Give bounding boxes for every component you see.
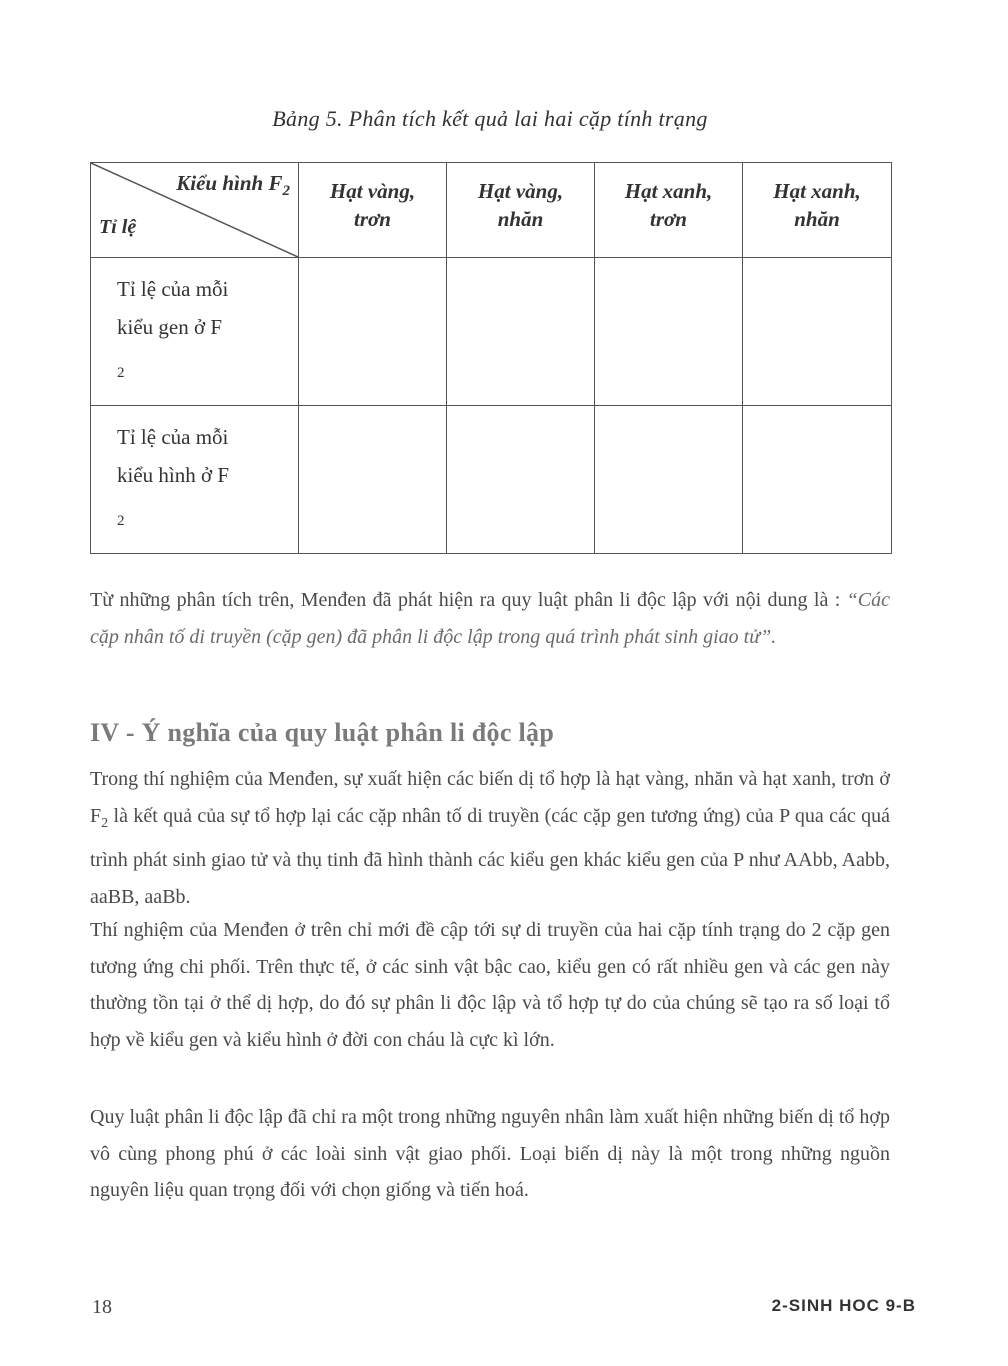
corner-ratio-label: Tỉ lệ (99, 216, 137, 238)
book-code: 2-SINH HOC 9-B (771, 1296, 916, 1315)
table-row (91, 258, 892, 406)
empty-cell (743, 406, 892, 554)
analysis-table (90, 162, 892, 554)
corner-cell (91, 163, 299, 258)
empty-cell (595, 406, 743, 554)
empty-cell (447, 258, 595, 406)
section-heading: IV - Ý nghĩa của quy luật phân li độc lập (90, 718, 555, 747)
corner-phenotype-label: Kiểu hình $F_2$ (176, 171, 290, 200)
row-label-genotype: Tỉ lệ của mỗi kiểu gen ở F $_2$ (91, 258, 299, 406)
paragraph-conclusion: Từ những phân tích trên, Menđen đã phát hiện ra quy luật phân li độc lập với nội dung là : “Các cặp nhân tố di truyền (cặp gen) đã phân li độc lập trong quá trình phát sinh giao tử”. (90, 589, 890, 648)
empty-cell (743, 258, 892, 406)
row-label-phenotype: Tỉ lệ của mỗi kiểu hình ở F $_2$ (91, 406, 299, 554)
paragraph-significance: Trong thí nghiệm của Menđen, sự xuất hiện các biến dị tổ hợp là hạt vàng, nhăn và hạt xanh, trơn ở $F_2$ là kết quả của sự tổ hợp lại các cặp nhân tố di truyền (các cặp gen tương ứng) của P qua các quá trình phát sinh giao tử và thụ tinh đã hình thành các kiểu gen khác kiểu gen của P như AAbb, Aabb, aaBB, aaBb. (90, 768, 890, 908)
empty-cell (595, 258, 743, 406)
table-header-row (91, 163, 892, 258)
page-number: 18 (92, 1296, 112, 1318)
column-header: Hạt vàng, nhăn (447, 163, 595, 258)
empty-cell (299, 258, 447, 406)
empty-cell (299, 406, 447, 554)
column-header: Hạt vàng, trơn (299, 163, 447, 258)
empty-cell (447, 406, 595, 554)
paragraph-experiment: Thí nghiệm của Menđen ở trên chỉ mới đề cập tới sự di truyền của hai cặp tính trạng do 2 cặp gen tương ứng chi phối. Trên thực tế, ở các sinh vật bậc cao, kiểu gen có rất nhiều gen và các gen này thường tồn tại ở thể dị hợp, do đó sự phân li độc lập và tổ hợp tự do của chúng sẽ tạo ra số loại tổ hợp về kiểu gen và kiểu hình ở đời con cháu là cực kì lớn. (90, 919, 890, 1051)
paragraph-law: Quy luật phân li độc lập đã chỉ ra một trong những nguyên nhân làm xuất hiện những biến dị tổ hợp vô cùng phong phú ở các loài sinh vật giao phối. Loại biến dị này là một trong những nguồn nguyên liệu quan trọng đối với chọn giống và tiến hoá. (90, 1106, 890, 1201)
table-caption: Bảng 5. Phân tích kết quả lai hai cặp tính trạng (272, 106, 708, 131)
table-row (91, 406, 892, 554)
column-header: Hạt xanh, nhăn (743, 163, 892, 258)
column-header: Hạt xanh, trơn (595, 163, 743, 258)
